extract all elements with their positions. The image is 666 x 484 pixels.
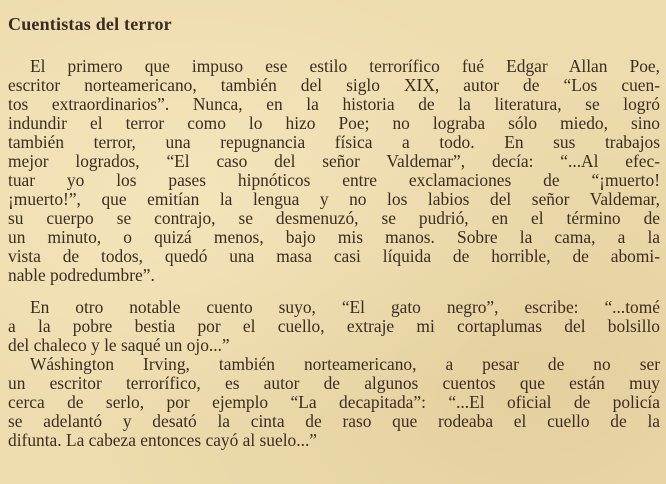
text-line: El primero que impuso ese estilo terrorífico fué Edgar Allan Poe, [30,56,660,76]
text-line: ¡muerto!”, que emitían la lengua y no los labios del señor Valdemar, [8,189,660,209]
text-line: vista de todos, quedó una masa casi líquida de horrible, de abomi- [8,246,660,266]
text-line: nable podredumbre”. [8,265,155,285]
text-line: también terror, una repugnancia física a todo. En sus trabajos [8,132,660,152]
text-line: indundir el terror como lo hizo Poe; no lograba sólo miedo, sino [8,113,660,133]
text-line: Wáshington Irving, también norteamericano, a pesar de no ser [30,354,660,374]
text-line: a la pobre bestia por el cuello, extraje mi cortaplumas del bolsillo [8,316,660,336]
text-line: difunta. La cabeza entonces cayó al suelo...” [8,430,318,450]
text-line: un escritor terrorífico, es autor de algunos cuentos que están muy [8,373,660,393]
article-title: Cuentistas del terror [8,14,172,34]
text-line: un minuto, o quizá menos, bajo mis manos. Sobre la cama, a la [8,227,660,247]
text-line: cerca de serlo, por ejemplo “La decapitada”: “...El oficial de policía [8,392,660,412]
text-line: tuar yo los pases hipnóticos entre exclamaciones de “¡muerto! [8,170,660,190]
text-line: mejor logrados, “El caso del señor Valdemar”, decía: “...Al efec- [8,151,660,171]
text-line: su cuerpo se contrajo, se desmenuzó, se pudrió, en el término de [8,208,660,228]
text-line: En otro notable cuento suyo, “El gato negro”, escribe: “...tomé [30,297,660,317]
text-line: del chaleco y le saqué un ojo...” [8,335,230,355]
text-line: escritor norteamericano, también del siglo XIX, autor de “Los cuen- [8,75,660,95]
text-line: se adelantó y desató la cinta de raso que rodeaba el cuello de la [8,411,660,431]
text-line: tos extraordinarios”. Nunca, en la historia de la literatura, se logró [8,94,660,114]
